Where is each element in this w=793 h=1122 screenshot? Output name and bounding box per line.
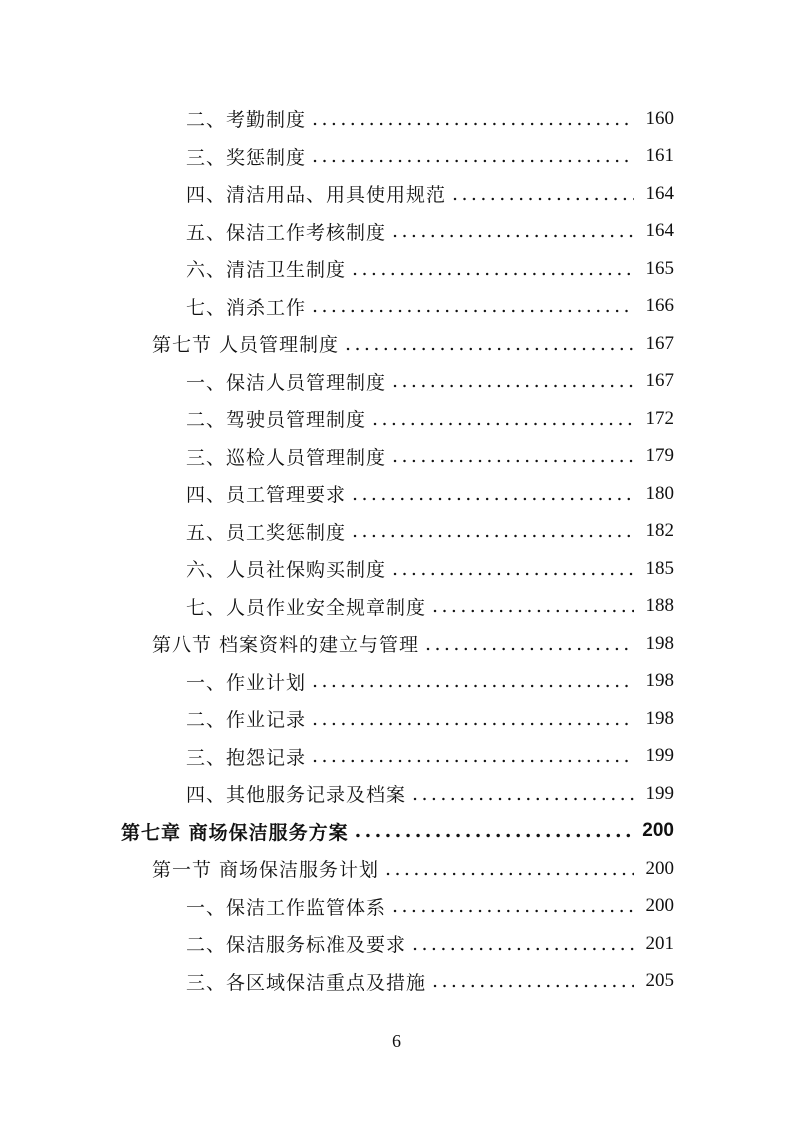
toc-entry-title: 二、驾驶员管理制度	[186, 409, 367, 432]
toc-dot-leader	[412, 782, 634, 806]
toc-entry[interactable]	[0, 925, 793, 963]
toc-entry[interactable]	[0, 513, 793, 551]
toc-dot-leader	[355, 819, 634, 843]
toc-entry-page: 199	[645, 745, 674, 767]
toc-entry[interactable]	[0, 813, 793, 851]
toc-entry-title: 四、清洁用品、用具使用规范	[186, 184, 447, 207]
toc-entry[interactable]	[0, 775, 793, 813]
toc-entry-page: 180	[645, 482, 674, 504]
toc-entry-page: 164	[645, 182, 674, 204]
toc-dot-leader	[352, 482, 634, 506]
toc-entry[interactable]	[0, 550, 793, 588]
toc-dot-leader	[425, 632, 634, 656]
toc-entry[interactable]	[0, 588, 793, 626]
toc-entry-title: 六、清洁卫生制度	[186, 259, 347, 282]
toc-entry-title: 三、各区域保洁重点及措施	[186, 971, 427, 994]
toc-entry-page: 185	[645, 557, 674, 579]
toc-entry[interactable]	[0, 175, 793, 213]
toc-entry[interactable]	[0, 475, 793, 513]
toc-entry-page: 198	[645, 670, 674, 692]
toc-dot-leader	[392, 369, 634, 393]
toc-entry-title: 第七章 商场保洁服务方案	[121, 821, 349, 844]
toc-entry[interactable]	[0, 213, 793, 251]
toc-entry-page: 165	[645, 257, 674, 279]
toc-entry-page: 167	[645, 370, 674, 392]
toc-dot-leader	[392, 219, 634, 243]
toc-dot-leader	[312, 107, 634, 131]
toc-entry-title: 七、消杀工作	[186, 296, 307, 319]
toc-entry-page: 172	[645, 407, 674, 429]
toc-dot-leader	[312, 744, 634, 768]
toc-entry-title: 第七节 人员管理制度	[152, 334, 340, 357]
toc-entry-page: 198	[645, 707, 674, 729]
toc-entry-page: 201	[645, 932, 674, 954]
toc-entry-page: 188	[645, 595, 674, 617]
toc-entry-page: 182	[645, 520, 674, 542]
toc-entry[interactable]	[0, 250, 793, 288]
toc-entry-title: 二、考勤制度	[186, 109, 307, 132]
toc-entry-title: 二、保洁服务标准及要求	[186, 934, 407, 957]
page-number: 6	[392, 1031, 401, 1051]
table-of-contents	[0, 100, 793, 1000]
toc-entry-title: 四、员工管理要求	[186, 484, 347, 507]
toc-entry-title: 三、奖惩制度	[186, 146, 307, 169]
toc-entry-page: 205	[645, 970, 674, 992]
toc-entry-page: 164	[645, 220, 674, 242]
toc-entry-title: 第一节 商场保洁服务计划	[152, 859, 380, 882]
toc-dot-leader	[392, 557, 634, 581]
toc-entry-title: 一、保洁人员管理制度	[186, 371, 387, 394]
toc-entry[interactable]	[0, 700, 793, 738]
toc-dot-leader	[412, 932, 634, 956]
toc-dot-leader	[392, 444, 634, 468]
toc-entry[interactable]	[0, 625, 793, 663]
toc-dot-leader	[432, 969, 634, 993]
toc-dot-leader	[372, 407, 634, 431]
toc-dot-leader	[312, 144, 634, 168]
toc-dot-leader	[312, 669, 634, 693]
toc-dot-leader	[452, 182, 634, 206]
toc-entry-page: 179	[645, 445, 674, 467]
toc-entry[interactable]	[0, 738, 793, 776]
toc-entry[interactable]	[0, 138, 793, 176]
toc-entry[interactable]	[0, 663, 793, 701]
toc-entry[interactable]	[0, 963, 793, 1001]
toc-entry-title: 一、保洁工作监管体系	[186, 896, 387, 919]
toc-entry-title: 五、员工奖惩制度	[186, 521, 347, 544]
toc-entry-page: 200	[645, 895, 674, 917]
toc-dot-leader	[392, 894, 634, 918]
toc-entry-title: 六、人员社保购买制度	[186, 559, 387, 582]
toc-dot-leader	[312, 294, 634, 318]
toc-entry-page: 161	[645, 145, 674, 167]
toc-dot-leader	[385, 857, 634, 881]
toc-entry-title: 七、人员作业安全规章制度	[186, 596, 427, 619]
toc-dot-leader	[432, 594, 634, 618]
toc-dot-leader	[352, 519, 634, 543]
toc-dot-leader	[352, 257, 634, 281]
toc-entry-title: 三、巡检人员管理制度	[186, 446, 387, 469]
toc-entry-page: 199	[645, 782, 674, 804]
toc-entry[interactable]	[0, 400, 793, 438]
toc-entry[interactable]	[0, 850, 793, 888]
toc-dot-leader	[312, 707, 634, 731]
toc-entry-page: 198	[645, 632, 674, 654]
toc-entry[interactable]	[0, 100, 793, 138]
toc-entry-title: 二、作业记录	[186, 709, 307, 732]
toc-entry-page: 200	[645, 857, 674, 879]
toc-entry-title: 一、作业计划	[186, 671, 307, 694]
toc-entry[interactable]	[0, 325, 793, 363]
toc-entry-title: 五、保洁工作考核制度	[186, 221, 387, 244]
toc-entry[interactable]	[0, 288, 793, 326]
toc-entry-page: 160	[645, 107, 674, 129]
toc-entry-page: 166	[645, 295, 674, 317]
toc-entry[interactable]	[0, 363, 793, 401]
toc-entry-title: 第八节 档案资料的建立与管理	[152, 634, 420, 657]
toc-entry-title: 四、其他服务记录及档案	[186, 784, 407, 807]
toc-entry-title: 三、抱怨记录	[186, 746, 307, 769]
toc-entry[interactable]	[0, 888, 793, 926]
toc-entry-page: 167	[645, 332, 674, 354]
toc-dot-leader	[345, 332, 634, 356]
toc-entry[interactable]	[0, 438, 793, 476]
toc-entry-page: 200	[642, 820, 674, 842]
